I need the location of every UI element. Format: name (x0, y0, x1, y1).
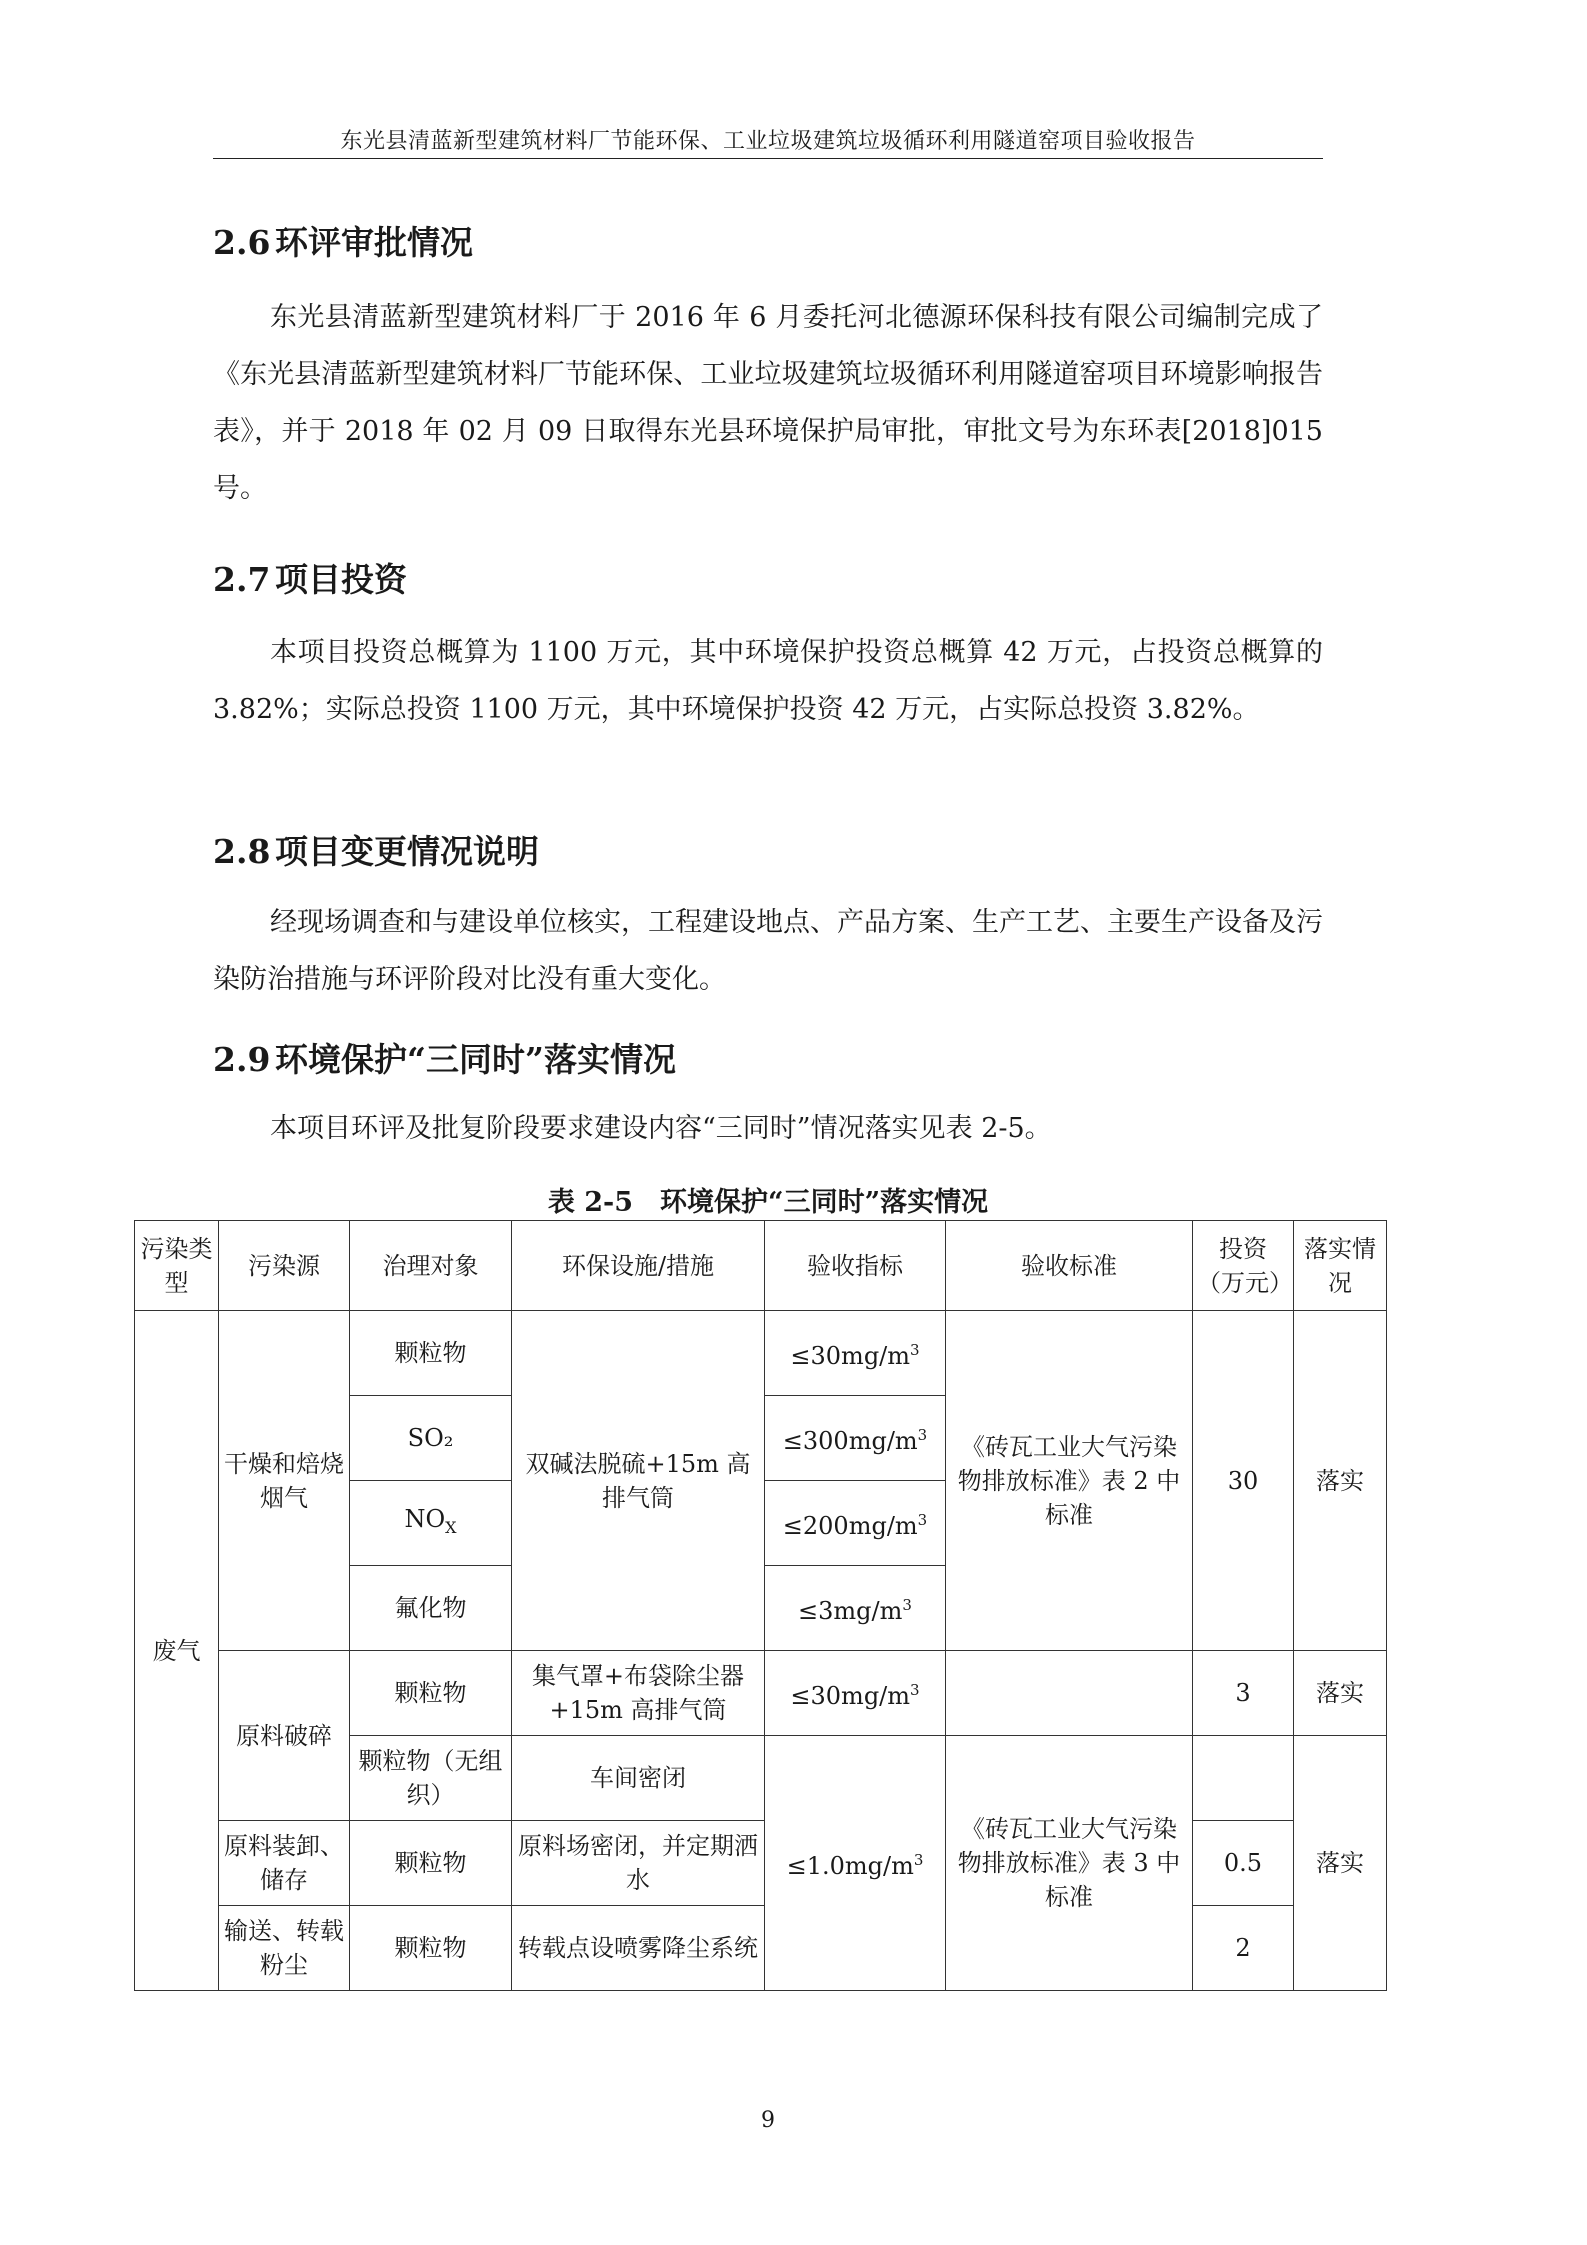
table-caption: 表 2-5 环境保护“三同时”落实情况 (547, 1187, 989, 1218)
invest-transport-cell: 2 (1193, 1906, 1294, 1991)
target-cell: 颗粒物 (350, 1906, 512, 1991)
pollution-type-cell: 废气 (135, 1311, 219, 1991)
invest-loading-cell: 0.5 (1193, 1821, 1294, 1906)
section-title: 项目变更情况说明 (275, 832, 539, 871)
section-paragraph-2-9: 本项目环评及批复阶段要求建设内容“三同时”情况落实见表 2-5。 (270, 1113, 1052, 1144)
target-cell: 氟化物 (350, 1566, 512, 1651)
header-cell: 治理对象 (350, 1221, 512, 1311)
section-title: 项目投资 (275, 560, 407, 599)
source-transport-cell: 输送、转载粉尘 (219, 1906, 350, 1991)
standard-table2-cell: 《砖瓦工业大气污染物排放标准》表 2 中标准 (946, 1311, 1193, 1651)
page-number: 9 (761, 2108, 775, 2133)
section-number: 2.9 (213, 1040, 271, 1079)
three-simultaneous-table (134, 1220, 1387, 1991)
target-cell: 颗粒物（无组织） (350, 1736, 512, 1821)
source-crushing-cell: 原料破碎 (219, 1651, 350, 1821)
target-cell: $NO_X$ (350, 1481, 512, 1566)
index-cell: $\le 300mg/m^3$ (765, 1396, 946, 1481)
target-cell: 颗粒物 (350, 1821, 512, 1906)
section-heading-2-9 (213, 1034, 676, 1081)
standard-empty-cell (946, 1651, 1193, 1736)
measure-drying-cell: 双碱法脱硫+15m 高排气筒 (512, 1311, 765, 1651)
section-title: 环评审批情况 (275, 223, 473, 262)
index-cell: $\le 30mg/m^3$ (765, 1651, 946, 1736)
section-paragraph-2-8: 经现场调查和与建设单位核实，工程建设地点、产品方案、生产工艺、主要生产设备及污染防治措施与环评阶段对比没有重大变化。 (213, 907, 1323, 995)
header-cell: 污染类型 (135, 1221, 219, 1311)
table-row (135, 1651, 1387, 1736)
running-header: 东光县清蓝新型建筑材料厂节能环保、工业垃圾建筑垃圾循环利用隧道窑项目验收报告 (340, 129, 1196, 154)
header-rule (213, 158, 1323, 159)
target-cell: SO₂ (350, 1396, 512, 1481)
section-heading-2-7 (213, 554, 407, 601)
status-crushing-cell: 落实 (1294, 1651, 1387, 1736)
table-header-row (135, 1221, 1387, 1311)
status-drying-cell: 落实 (1294, 1311, 1387, 1651)
table-row (135, 1821, 1387, 1906)
section-number: 2.7 (213, 560, 271, 599)
measure-transfer-cell: 转载点设喷雾降尘系统 (512, 1906, 765, 1991)
index-cell: $\le 30mg/m^3$ (765, 1311, 946, 1396)
status-unorganized-cell: 落实 (1294, 1736, 1387, 1991)
table-row (135, 1906, 1387, 1991)
invest-empty-cell (1193, 1736, 1294, 1821)
index-unorganized-cell: $\le 1.0mg/m^3$ (765, 1736, 946, 1991)
target-cell: 颗粒物 (350, 1311, 512, 1396)
index-cell: $\le 200mg/m^3$ (765, 1481, 946, 1566)
header-cell: 验收标准 (946, 1221, 1193, 1311)
target-cell: 颗粒物 (350, 1651, 512, 1736)
header-cell: 投资（万元） (1193, 1221, 1294, 1311)
table-row (135, 1311, 1387, 1396)
section-number: 2.6 (213, 223, 271, 262)
header-cell: 落实情况 (1294, 1221, 1387, 1311)
section-title: 环境保护“三同时”落实情况 (275, 1040, 676, 1079)
section-heading-2-6 (213, 217, 473, 264)
invest-crushing-cell: 3 (1193, 1651, 1294, 1736)
header-cell: 验收指标 (765, 1221, 946, 1311)
header-cell: 污染源 (219, 1221, 350, 1311)
standard-table3-cell: 《砖瓦工业大气污染物排放标准》表 3 中标准 (946, 1736, 1193, 1991)
index-cell: $\le 3mg/m^3$ (765, 1566, 946, 1651)
section-heading-2-8 (213, 826, 539, 873)
section-number: 2.8 (213, 832, 271, 871)
header-cell: 环保设施/措施 (512, 1221, 765, 1311)
source-drying-cell: 干燥和焙烧烟气 (219, 1311, 350, 1651)
section-paragraph-2-6: 东光县清蓝新型建筑材料厂于 2016 年 6 月委托河北德源环保科技有限公司编制完成了《东光县清蓝新型建筑材料厂节能环保、工业垃圾建筑垃圾循环利用隧道窑项目环境影响报告表》，并于 2018 年 02 月 09 日取得东光县环境保护局审批，审批文号为东环表[2018]015 号。 (213, 302, 1323, 504)
invest-drying-cell: 30 (1193, 1311, 1294, 1651)
measure-yard-cell: 原料场密闭，并定期洒水 (512, 1821, 765, 1906)
section-paragraph-2-7: 本项目投资总概算为 1100 万元，其中环境保护投资总概算 42 万元，占投资总概算的 3.82%；实际总投资 1100 万元，其中环境保护投资 42 万元，占实际总投资 3.82%。 (213, 637, 1323, 725)
source-loading-cell: 原料装卸、储存 (219, 1821, 350, 1906)
measure-workshop-cell: 车间密闭 (512, 1736, 765, 1821)
measure-crushing-cell: 集气罩+布袋除尘器+15m 高排气筒 (512, 1651, 765, 1736)
